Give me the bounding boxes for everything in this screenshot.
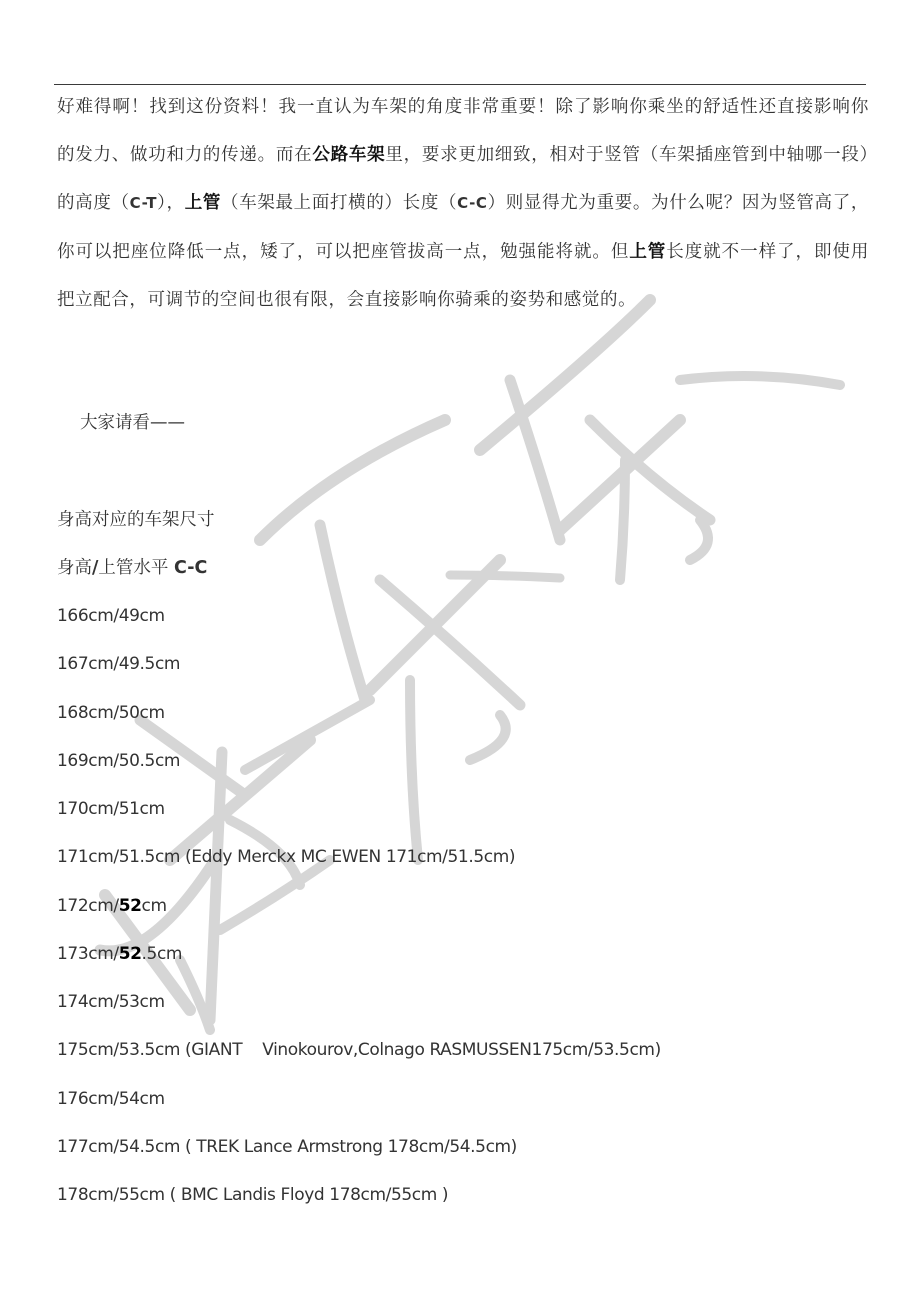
table-header xyxy=(57,556,207,580)
size-row: 174cm/53cm xyxy=(57,992,165,1012)
size-row: 172cm/52cm xyxy=(57,896,167,916)
header-cc-code: C-C xyxy=(173,558,208,578)
size-row: 171cm/51.5cm (Eddy Merckx MC EWEN 171cm/51.5cm) xyxy=(57,847,516,867)
size-row: 177cm/54.5cm ( TREK Lance Armstrong 178cm/54.5cm) xyxy=(57,1137,517,1157)
intro-text: ）则显得尤为重要。为什么呢？因为竖管高了，你可以把座位降低一点，矮了，可以把座管拔高一点，勉强能将就。但 xyxy=(57,193,869,262)
term-ct: C-T xyxy=(129,194,158,213)
term-top-tube: 上管 xyxy=(629,241,667,262)
size-row: 167cm/49.5cm xyxy=(57,654,181,674)
size-row: 178cm/55cm ( BMC Landis Floyd 178cm/55cm ) xyxy=(57,1185,449,1205)
size-row: 170cm/51cm xyxy=(57,799,165,819)
term-top-tube: 上管 xyxy=(184,193,222,214)
size-row: 169cm/50.5cm xyxy=(57,751,181,771)
size-row: 176cm/54cm xyxy=(57,1089,165,1109)
intro-text: （车架最上面打横的）长度（ xyxy=(221,193,458,214)
lead-in-text: 大家请看—— xyxy=(80,413,185,433)
intro-text: ）， xyxy=(157,193,185,214)
intro-text: 长度就不一样了，即使用把立配合，可调节的空间也很有限，会直接影响你骑乘的姿势和感觉的。 xyxy=(57,241,869,310)
size-row: 173cm/52.5cm xyxy=(57,944,183,964)
term-cc: C-C xyxy=(457,194,488,213)
header-height-label: 身高 xyxy=(57,558,92,578)
size-row: 175cm/53.5cm (GIANT Vinokourov,Colnago RASMUSSEN175cm/53.5cm) xyxy=(57,1040,661,1060)
size-row: 166cm/49cm xyxy=(57,606,165,626)
term-road-frame: 公路车架 xyxy=(312,145,386,166)
intro-text: 好难得啊！找到这份资料！我一直认为车架的角度非常重要！除了影响你乘坐的舒适性还直接影响你的发力、做功和力的传递。而在 xyxy=(57,97,869,166)
table-title: 身高对应的车架尺寸 xyxy=(57,510,215,530)
intro-paragraph xyxy=(57,83,869,324)
size-row: 168cm/50cm xyxy=(57,703,165,723)
intro-text: 里，要求更加细致，相对于竖管（车架插座管到中轴哪一段）的高度（ xyxy=(57,145,869,214)
header-top-tube-label: 上管水平 xyxy=(98,558,174,578)
header-slash: / xyxy=(92,558,99,578)
